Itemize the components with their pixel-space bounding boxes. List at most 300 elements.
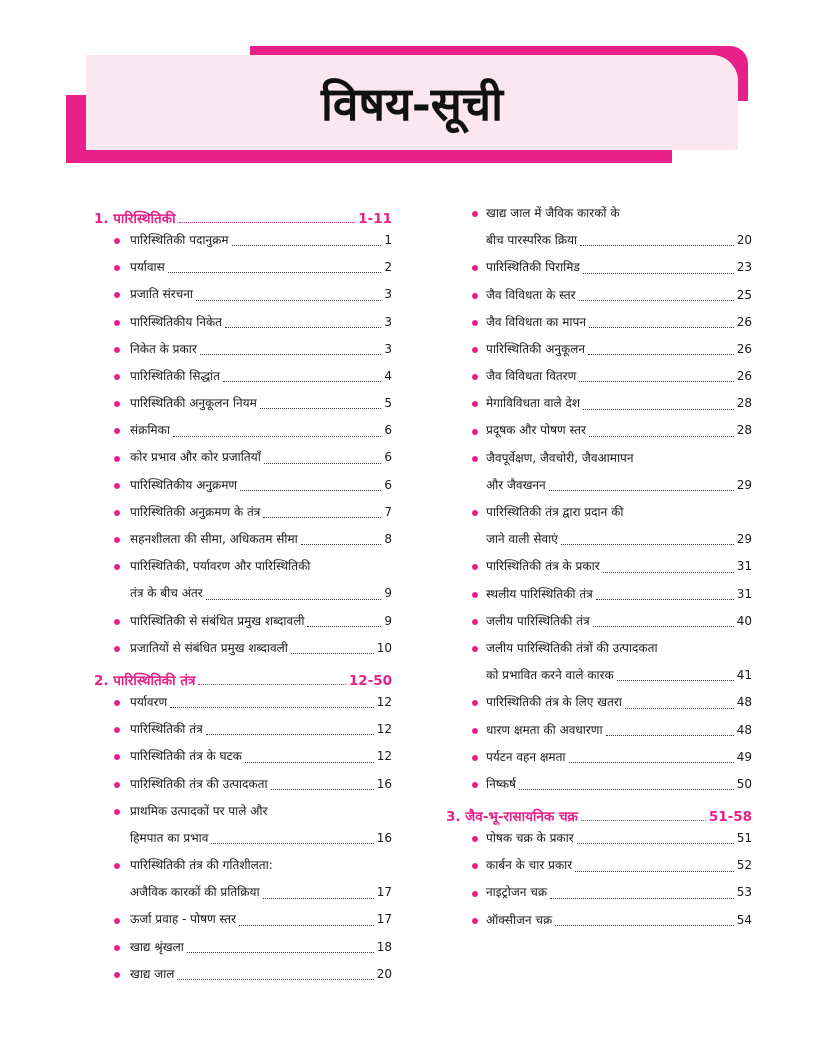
toc-entry-line bbox=[130, 254, 392, 281]
toc-entry-line bbox=[130, 907, 392, 934]
toc-entry-line bbox=[486, 336, 752, 363]
bullet-icon bbox=[472, 211, 478, 217]
toc-entry-line bbox=[486, 689, 752, 716]
toc-entry-page: 1 bbox=[384, 232, 392, 247]
bullet-icon bbox=[114, 320, 120, 326]
dot-leader bbox=[168, 272, 382, 273]
bullet-icon bbox=[114, 537, 120, 543]
dot-leader bbox=[625, 708, 734, 709]
bullet-icon bbox=[114, 646, 120, 652]
toc-entry-page: 20 bbox=[376, 966, 392, 981]
toc-entry-text: खाद्य जाल में जैविक कारकों के bbox=[486, 205, 620, 220]
dot-leader bbox=[187, 952, 374, 953]
bullet-icon bbox=[114, 265, 120, 271]
toc-entry-text: पारिस्थितिकी अनुकूलन bbox=[486, 341, 586, 356]
bullet-icon bbox=[472, 728, 478, 734]
toc-entry-line bbox=[130, 825, 392, 852]
dot-leader bbox=[264, 463, 382, 464]
toc-entry-line bbox=[130, 879, 392, 906]
bullet-icon bbox=[114, 428, 120, 434]
bullet-icon bbox=[114, 456, 120, 462]
toc-entry-text: पारिस्थितिकी तंत्र के लिए खतरा bbox=[486, 695, 622, 710]
toc-entry[interactable] bbox=[94, 254, 392, 281]
section-title: 2. पारिस्थितिकी तंत्र bbox=[94, 673, 196, 689]
toc-entry-text: कोर प्रभाव और कोर प्रजातियाँ bbox=[130, 450, 261, 465]
section-page-range: 1-11 bbox=[358, 211, 392, 227]
toc-entry-page: 28 bbox=[736, 396, 752, 411]
toc-entry-page: 26 bbox=[736, 369, 752, 384]
section-title: 1. पारिस्थितिकी bbox=[94, 211, 176, 227]
toc-entry-page: 17 bbox=[376, 885, 392, 900]
dot-leader bbox=[263, 517, 381, 518]
dot-leader bbox=[569, 762, 734, 763]
toc-entry[interactable] bbox=[94, 553, 392, 607]
toc-entry-page: 8 bbox=[384, 532, 392, 547]
dot-leader bbox=[223, 381, 381, 382]
toc-entry-page: 9 bbox=[384, 586, 392, 601]
toc-entry[interactable] bbox=[446, 254, 752, 281]
toc-entry-line bbox=[130, 417, 392, 444]
toc-entry-text: पारिस्थितिकी तंत्र के प्रकार bbox=[486, 559, 600, 574]
toc-entry-text: पारिस्थितिकीय अनुक्रमण bbox=[130, 477, 238, 492]
toc-entry-line bbox=[130, 743, 392, 770]
bullet-icon bbox=[472, 347, 478, 353]
bullet-icon bbox=[114, 700, 120, 706]
toc-entry-line bbox=[486, 418, 752, 445]
dot-leader bbox=[603, 572, 734, 573]
toc-entry-line bbox=[130, 580, 392, 607]
dot-leader bbox=[301, 544, 382, 545]
toc-entry-page: 40 bbox=[736, 613, 752, 628]
toc-entry-page: 16 bbox=[376, 776, 392, 791]
toc-entry[interactable] bbox=[94, 635, 392, 662]
bullet-icon bbox=[114, 782, 120, 788]
bullet-icon bbox=[472, 891, 478, 897]
toc-entry-page: 3 bbox=[384, 341, 392, 356]
toc-entry-text: पारिस्थितिकी अनुकूलन नियम bbox=[130, 396, 257, 411]
toc-entry-line bbox=[130, 689, 392, 716]
dot-leader bbox=[577, 843, 734, 844]
toc-entry[interactable] bbox=[94, 934, 392, 961]
toc-entry-page: 12 bbox=[376, 749, 392, 764]
toc-entry[interactable] bbox=[94, 608, 392, 635]
bullet-icon bbox=[114, 374, 120, 380]
toc-entry-text: बीच पारस्परिक क्रिया bbox=[486, 233, 578, 248]
toc-entry[interactable] bbox=[94, 907, 392, 934]
toc-entry-text: को प्रभावित करने वाले कारक bbox=[486, 668, 614, 683]
toc-entry-line bbox=[130, 309, 392, 336]
toc-entry-line bbox=[486, 852, 752, 879]
toc-entry[interactable] bbox=[446, 825, 752, 852]
dot-leader bbox=[245, 762, 374, 763]
toc-entry-line bbox=[486, 200, 752, 227]
toc-left-column bbox=[94, 200, 392, 988]
toc-entry[interactable] bbox=[94, 852, 392, 906]
toc-entry[interactable] bbox=[94, 771, 392, 798]
toc-entry-text: सहनशीलता की सीमा, अधिकतम सीमा bbox=[130, 532, 298, 547]
dot-leader bbox=[579, 300, 734, 301]
toc-entry-line bbox=[486, 717, 752, 744]
toc-entry-page: 26 bbox=[736, 341, 752, 356]
toc-entry-line bbox=[130, 445, 392, 472]
toc-entry-text: पारिस्थितिकी पिरामिड bbox=[486, 260, 580, 275]
toc-entry[interactable] bbox=[446, 282, 752, 309]
dot-leader bbox=[550, 898, 734, 899]
bullet-icon bbox=[472, 700, 478, 706]
toc-entry-text: पारिस्थितिकी पदानुक्रम bbox=[130, 232, 229, 247]
toc-entry-page: 17 bbox=[376, 912, 392, 927]
section-title: 3. जैव-भू-रासायनिक चक्र bbox=[446, 809, 578, 826]
toc-entry[interactable] bbox=[94, 526, 392, 553]
toc-entry[interactable] bbox=[446, 363, 752, 390]
dot-leader bbox=[196, 300, 381, 301]
toc-entry[interactable] bbox=[446, 744, 752, 771]
toc-entry[interactable] bbox=[446, 689, 752, 716]
toc-entry-text: कार्बन के चार प्रकार bbox=[486, 858, 573, 873]
bullet-icon bbox=[472, 374, 478, 380]
toc-entry-line bbox=[486, 254, 752, 281]
dot-leader bbox=[206, 734, 374, 735]
dot-leader bbox=[588, 354, 734, 355]
toc-entry[interactable] bbox=[94, 281, 392, 308]
toc-entry-text: संक्रमिका bbox=[130, 423, 170, 438]
dot-leader bbox=[581, 820, 706, 821]
toc-entry-page: 5 bbox=[384, 396, 392, 411]
toc-entry-text: धारण क्षमता की अवधारणा bbox=[486, 722, 603, 737]
toc-entry-line bbox=[130, 716, 392, 743]
toc-entry[interactable] bbox=[446, 309, 752, 336]
toc-entry-text: पर्यावरण bbox=[130, 694, 168, 709]
section-heading[interactable] bbox=[94, 662, 392, 689]
bullet-icon bbox=[472, 320, 478, 326]
toc-entry[interactable] bbox=[94, 472, 392, 499]
toc-entry-text: पर्यावास bbox=[130, 260, 165, 275]
toc-entry-line bbox=[130, 934, 392, 961]
bullet-icon bbox=[114, 292, 120, 298]
section-heading[interactable] bbox=[94, 200, 392, 227]
bullet-icon bbox=[472, 646, 478, 652]
toc-entry-line bbox=[486, 771, 752, 798]
toc-entry-text: मेगाविविधता वाले देश bbox=[486, 396, 581, 411]
dot-leader bbox=[583, 409, 734, 410]
bullet-icon bbox=[472, 755, 478, 761]
toc-entry-line bbox=[130, 771, 392, 798]
toc-entry[interactable] bbox=[446, 907, 752, 934]
toc-entry-line bbox=[130, 961, 392, 988]
toc-entry[interactable] bbox=[446, 581, 752, 608]
toc-entry-text: पारिस्थितिकीय निकेत bbox=[130, 314, 223, 329]
toc-entry[interactable] bbox=[94, 445, 392, 472]
toc-entry-line bbox=[130, 526, 392, 553]
toc-entry-page: 25 bbox=[736, 287, 752, 302]
toc-entry-text: तंत्र के बीच अंतर bbox=[130, 586, 203, 601]
toc-entry-text: जैव विविधता के स्तर bbox=[486, 287, 576, 302]
toc-entry-page: 31 bbox=[736, 586, 752, 601]
toc-entry-line bbox=[486, 635, 752, 662]
toc-entry-text: ऑक्सीजन चक्र bbox=[486, 912, 553, 927]
toc-entry-text: खाद्य जाल bbox=[130, 966, 175, 981]
toc-entry-line bbox=[486, 744, 752, 771]
toc-entry-line bbox=[486, 662, 752, 689]
toc-entry[interactable] bbox=[446, 499, 752, 553]
toc-entry[interactable] bbox=[446, 418, 752, 445]
bullet-icon bbox=[114, 918, 120, 924]
toc-entry-line bbox=[486, 581, 752, 608]
section-page-range: 12-50 bbox=[348, 673, 392, 689]
bullet-icon bbox=[472, 592, 478, 598]
toc-entry-text: प्रदूषक और पोषण स्तर bbox=[486, 423, 586, 438]
dot-leader bbox=[177, 979, 373, 980]
bullet-icon bbox=[472, 429, 478, 435]
toc-entry-line bbox=[130, 281, 392, 308]
bullet-icon bbox=[114, 619, 120, 625]
toc-entry[interactable] bbox=[446, 336, 752, 363]
bullet-icon bbox=[114, 564, 120, 570]
dot-leader bbox=[240, 490, 381, 491]
toc-entry-page: 28 bbox=[736, 423, 752, 438]
dot-leader bbox=[271, 789, 374, 790]
toc-entry[interactable] bbox=[94, 227, 392, 254]
toc-entry-page: 50 bbox=[736, 776, 752, 791]
page-title: विषय-सूची bbox=[320, 76, 504, 131]
bullet-icon bbox=[114, 401, 120, 407]
dot-leader bbox=[583, 273, 734, 274]
toc-entry-page: 10 bbox=[376, 640, 392, 655]
toc-entry-text: नाइट्रोजन चक्र bbox=[486, 885, 548, 900]
dot-leader bbox=[579, 381, 733, 382]
toc-entry-line bbox=[486, 309, 752, 336]
toc-entry[interactable] bbox=[94, 961, 392, 988]
toc-entry-page: 31 bbox=[736, 559, 752, 574]
dot-leader bbox=[225, 327, 381, 328]
toc-entry-line bbox=[130, 336, 392, 363]
toc-entry[interactable] bbox=[446, 445, 752, 499]
toc-entry-page: 52 bbox=[736, 858, 752, 873]
section-heading[interactable] bbox=[446, 798, 752, 825]
bullet-icon bbox=[114, 727, 120, 733]
toc-entry-line bbox=[486, 499, 752, 526]
toc-entry-text: पारिस्थितिकी तंत्र bbox=[130, 722, 203, 737]
toc-entry-line bbox=[130, 472, 392, 499]
dot-leader bbox=[200, 354, 382, 355]
toc-entry-page: 53 bbox=[736, 885, 752, 900]
dot-leader bbox=[617, 680, 734, 681]
toc-entry[interactable] bbox=[446, 390, 752, 417]
toc-entry-text: पारिस्थितिकी से संबंधित प्रमुख शब्दावली bbox=[130, 613, 305, 628]
bullet-icon bbox=[114, 510, 120, 516]
toc-entry-text: पोषक चक्र के प्रकार bbox=[486, 831, 574, 846]
toc-entry[interactable] bbox=[94, 743, 392, 770]
dot-leader bbox=[211, 843, 373, 844]
toc-entry[interactable] bbox=[446, 553, 752, 580]
bullet-icon bbox=[472, 510, 478, 516]
toc-entry-line bbox=[130, 798, 392, 825]
dot-leader bbox=[239, 925, 374, 926]
bullet-icon bbox=[114, 238, 120, 244]
dot-leader bbox=[206, 599, 382, 600]
dot-leader bbox=[232, 245, 382, 246]
bullet-icon bbox=[472, 782, 478, 788]
toc-entry-line bbox=[130, 635, 392, 662]
dot-leader bbox=[173, 436, 381, 437]
dot-leader bbox=[260, 408, 382, 409]
dot-leader bbox=[307, 626, 381, 627]
dot-leader bbox=[198, 684, 345, 685]
toc-entry-text: और जैवखनन bbox=[486, 477, 546, 492]
toc-entry[interactable] bbox=[94, 798, 392, 852]
toc-entry-page: 3 bbox=[384, 314, 392, 329]
toc-entry-page: 23 bbox=[736, 260, 752, 275]
section-page-range: 51-58 bbox=[708, 809, 752, 826]
toc-entry-text: हिमपात का प्रभाव bbox=[130, 830, 209, 845]
toc-entry[interactable] bbox=[446, 771, 752, 798]
toc-entry[interactable] bbox=[446, 608, 752, 635]
toc-entry-page: 6 bbox=[384, 450, 392, 465]
dot-leader bbox=[263, 898, 374, 899]
toc-entry-text: पर्यटन वहन क्षमता bbox=[486, 749, 566, 764]
toc-entry-page: 2 bbox=[384, 260, 392, 275]
toc-entry-line bbox=[130, 499, 392, 526]
toc-entry-page: 4 bbox=[384, 368, 392, 383]
toc-entry-line bbox=[486, 880, 752, 907]
toc-entry-page: 41 bbox=[736, 668, 752, 683]
bullet-icon bbox=[114, 483, 120, 489]
toc-entry-line bbox=[486, 472, 752, 499]
toc-entry-text: प्रजातियों से संबंधित प्रमुख शब्दावली bbox=[130, 640, 288, 655]
toc-entry-page: 29 bbox=[736, 532, 752, 547]
dot-leader bbox=[561, 544, 734, 545]
toc-entry-text: स्थलीय पारिस्थितिकी तंत्र bbox=[486, 586, 593, 601]
bullet-icon bbox=[114, 972, 120, 978]
toc-entry[interactable] bbox=[94, 336, 392, 363]
toc-entry-text: निष्कर्ष bbox=[486, 776, 516, 791]
bullet-icon bbox=[472, 564, 478, 570]
bullet-icon bbox=[114, 347, 120, 353]
toc-entry-line bbox=[486, 363, 752, 390]
toc-entry-text: अजैविक कारकों की प्रतिक्रिया bbox=[130, 885, 260, 900]
toc-entry[interactable] bbox=[446, 200, 752, 254]
bullet-icon bbox=[472, 293, 478, 299]
toc-entry-page: 29 bbox=[736, 477, 752, 492]
toc-entry-text: पारिस्थितिकी सिद्धांत bbox=[130, 368, 220, 383]
toc-entry[interactable] bbox=[94, 689, 392, 716]
toc-entry-line bbox=[486, 282, 752, 309]
dot-leader bbox=[179, 222, 356, 223]
toc-entry-text: जलीय पारिस्थितिकी तंत्र bbox=[486, 613, 590, 628]
toc-entry-page: 16 bbox=[376, 830, 392, 845]
toc-entry-page: 26 bbox=[736, 314, 752, 329]
toc-entry-page: 20 bbox=[736, 233, 752, 248]
toc-entry[interactable] bbox=[94, 716, 392, 743]
toc-entry-line bbox=[130, 363, 392, 390]
toc-entry-text: पारिस्थितिकी तंत्र की गतिशीलता: bbox=[130, 858, 273, 873]
bullet-icon bbox=[472, 918, 478, 924]
dot-leader bbox=[606, 735, 734, 736]
bullet-icon bbox=[472, 401, 478, 407]
bullet-icon bbox=[114, 809, 120, 815]
toc-entry[interactable] bbox=[446, 717, 752, 744]
bullet-icon bbox=[114, 945, 120, 951]
toc-entry-line bbox=[486, 390, 752, 417]
dot-leader bbox=[170, 707, 374, 708]
dot-leader bbox=[555, 925, 734, 926]
bullet-icon bbox=[114, 863, 120, 869]
toc-entry-text: पारिस्थितिकी तंत्र की उत्पादकता bbox=[130, 776, 268, 791]
dot-leader bbox=[575, 871, 734, 872]
toc-entry-text: पारिस्थितिकी अनुक्रमण के तंत्र bbox=[130, 504, 261, 519]
toc-entry-line bbox=[486, 526, 752, 553]
toc-entry[interactable] bbox=[94, 417, 392, 444]
toc-entry-text: जैव विविधता वितरण bbox=[486, 369, 577, 384]
dot-leader bbox=[589, 436, 734, 437]
toc-entry-text: पारिस्थितिकी तंत्र के घटक bbox=[130, 749, 242, 764]
bullet-icon bbox=[472, 456, 478, 462]
toc-entry[interactable] bbox=[94, 390, 392, 417]
dot-leader bbox=[291, 653, 374, 654]
toc-entry[interactable] bbox=[446, 852, 752, 879]
toc-entry-line bbox=[486, 553, 752, 580]
toc-entry-text: प्राथमिक उत्पादकों पर पाले और bbox=[130, 803, 268, 818]
toc-entry[interactable] bbox=[94, 499, 392, 526]
toc-entry-page: 54 bbox=[736, 912, 752, 927]
bullet-icon bbox=[114, 754, 120, 760]
toc-entry-text: प्रजाति संरचना bbox=[130, 287, 194, 302]
toc-entry-text: जलीय पारिस्थितिकी तंत्रों की उत्पादकता bbox=[486, 640, 658, 655]
toc-entry[interactable] bbox=[94, 309, 392, 336]
bullet-icon bbox=[472, 265, 478, 271]
toc-entry-line bbox=[486, 608, 752, 635]
bullet-icon bbox=[472, 863, 478, 869]
dot-leader bbox=[589, 327, 734, 328]
toc-entry-page: 12 bbox=[376, 722, 392, 737]
toc-right-column bbox=[446, 200, 752, 934]
toc-entry-text: खाद्य श्रृंखला bbox=[130, 939, 184, 954]
dot-leader bbox=[593, 626, 734, 627]
toc-entry-line bbox=[130, 553, 392, 580]
toc-entry-page: 12 bbox=[376, 694, 392, 709]
toc-entry-line bbox=[486, 445, 752, 472]
toc-entry[interactable] bbox=[446, 635, 752, 689]
toc-entry-text: ऊर्जा प्रवाह - पोषण स्तर bbox=[130, 912, 236, 927]
toc-entry-text: निकेत के प्रकार bbox=[130, 341, 197, 356]
bullet-icon bbox=[472, 836, 478, 842]
toc-entry-page: 6 bbox=[384, 423, 392, 438]
dot-leader bbox=[519, 789, 734, 790]
toc-entry-page: 3 bbox=[384, 287, 392, 302]
toc-entry-line bbox=[486, 907, 752, 934]
toc-entry-text: जैव विविधता का मापन bbox=[486, 314, 586, 329]
toc-entry-page: 48 bbox=[736, 722, 752, 737]
toc-entry-page: 51 bbox=[736, 831, 752, 846]
dot-leader bbox=[580, 245, 734, 246]
toc-entry-text: पारिस्थितिकी, पर्यावरण और पारिस्थितिकी bbox=[130, 559, 311, 574]
bullet-icon bbox=[472, 619, 478, 625]
toc-entry-text: जैवपूर्वेक्षण, जैवचोरी, जैवआमापन bbox=[486, 450, 634, 465]
toc-entry-line bbox=[130, 227, 392, 254]
toc-entry-line bbox=[130, 390, 392, 417]
toc-entry-line bbox=[130, 852, 392, 879]
toc-entry-page: 7 bbox=[384, 504, 392, 519]
toc-entry[interactable] bbox=[94, 363, 392, 390]
toc-entry-page: 9 bbox=[384, 613, 392, 628]
toc-entry-line bbox=[486, 825, 752, 852]
toc-entry[interactable] bbox=[446, 880, 752, 907]
toc-entry-page: 18 bbox=[376, 939, 392, 954]
dot-leader bbox=[549, 490, 734, 491]
toc-entry-page: 49 bbox=[736, 749, 752, 764]
toc-entry-line bbox=[486, 227, 752, 254]
toc-entry-text: पारिस्थितिकी तंत्र द्वारा प्रदान की bbox=[486, 505, 624, 520]
